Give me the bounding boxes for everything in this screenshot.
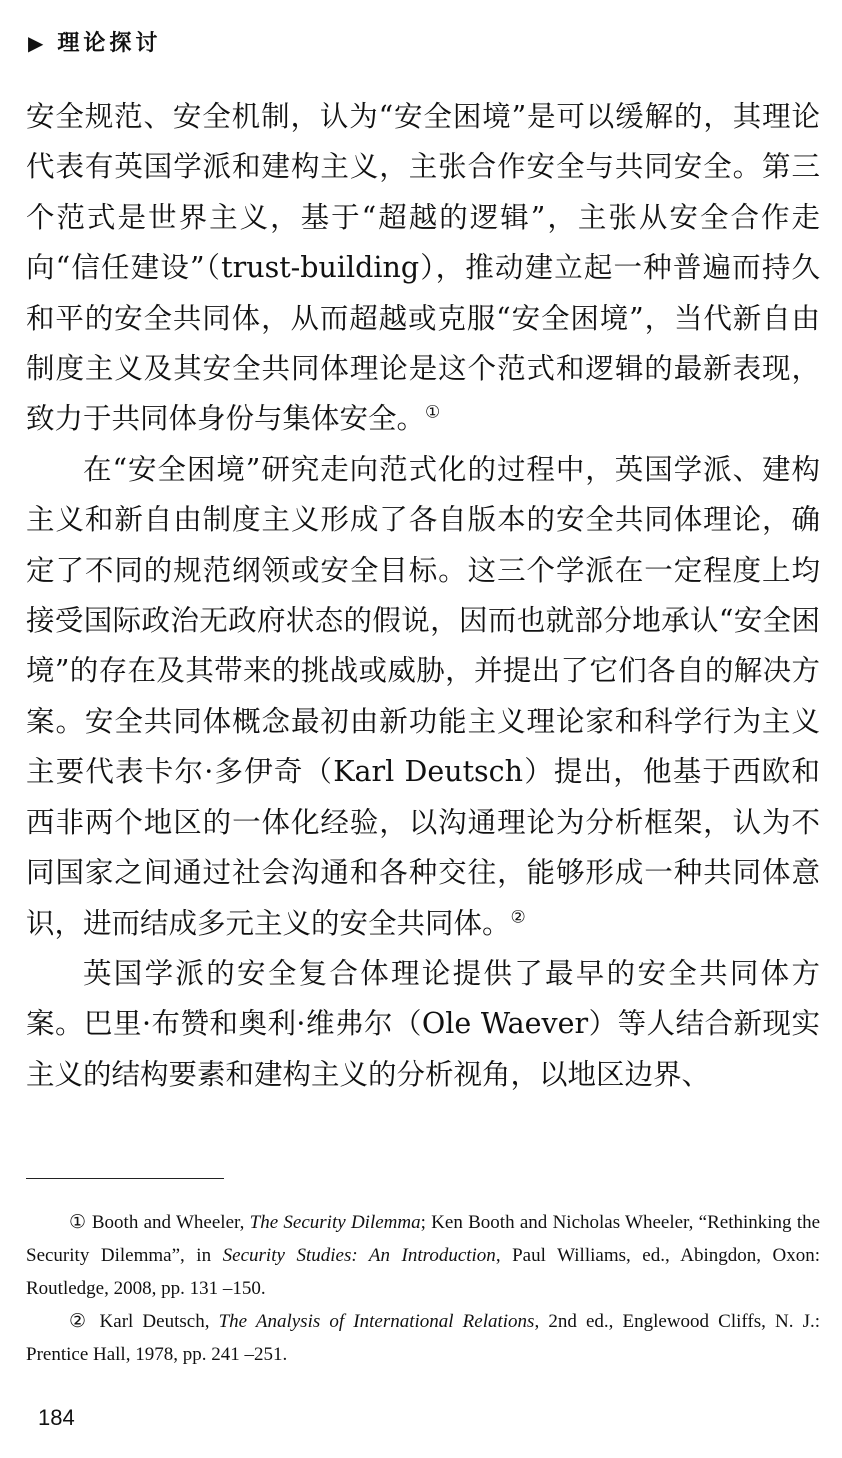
paragraph-3: 英国学派的安全复合体理论提供了最早的安全共同体方案。巴里·布赞和奥利·维弗尔（Ole Waever）等人结合新现实主义的结构要素和建构主义的分析视角，以地区边界、 (26, 956, 820, 1091)
paragraph-2: 在“安全困境”研究走向范式化的过程中，英国学派、建构主义和新自由制度主义形成了各自版本的安全共同体理论，确定了不同的规范纲领或安全目标。这三个学派在一定程度上均接受国际政治无政府状态的假说，因而也就部分地承认“安全困境”的存在及其带来的挑战或威胁，并提出了它们各自的解决方案。安全共同体概念最初由新功能主义理论家和科学行为主义主要代表卡尔·多伊奇（Karl Deutsch）提出，他基于西欧和西非两个地区的一体化经验，以沟通理论为分析框架，认为不同国家之间通过社会沟通和各种交往，能够形成一种共同体意识，进而结成多元主义的安全共同体。② (26, 452, 820, 940)
footnote-divider (26, 1178, 224, 1179)
section-title: 理论探讨 (57, 31, 162, 56)
paragraph-1: 安全规范、安全机制，认为“安全困境”是可以缓解的，其理论代表有英国学派和建构主义，主张合作安全与共同安全。第三个范式是世界主义，基于“超越的逻辑”，主张从安全合作走向“信任建设”（trust-building），推动建立起一种普遍而持久和平的安全共同体，从而超越或克服“安全困境”，当代新自由制度主义及其安全共同体理论是这个范式和逻辑的最新表现，致力于共同体身份与集体安全。① (26, 100, 820, 436)
triangle-arrow-icon: ▶ (28, 31, 48, 55)
footnote-2: ② Karl Deutsch, The Analysis of International Relations, 2nd ed., Englewood Cliffs, N. J.: Prentice Hall, 1978, pp. 241 –251. (26, 1311, 820, 1365)
footnote-1: ① Booth and Wheeler, The Security Dilemma; Ken Booth and Nicholas Wheeler, “Rethinking the Security Dilemma”, in Security Studies: An Introduction, Paul Williams, ed., Abingdon, Oxon: Routledge, 2008, pp. 131 –150. (26, 1212, 821, 1299)
main-text (26, 92, 820, 1100)
footnote-ref-1[interactable]: ① (425, 402, 441, 423)
footnotes (26, 1206, 820, 1371)
footnote-ref-2[interactable]: ② (510, 907, 526, 927)
running-header (28, 26, 161, 57)
page-number: 184 (38, 1405, 75, 1430)
